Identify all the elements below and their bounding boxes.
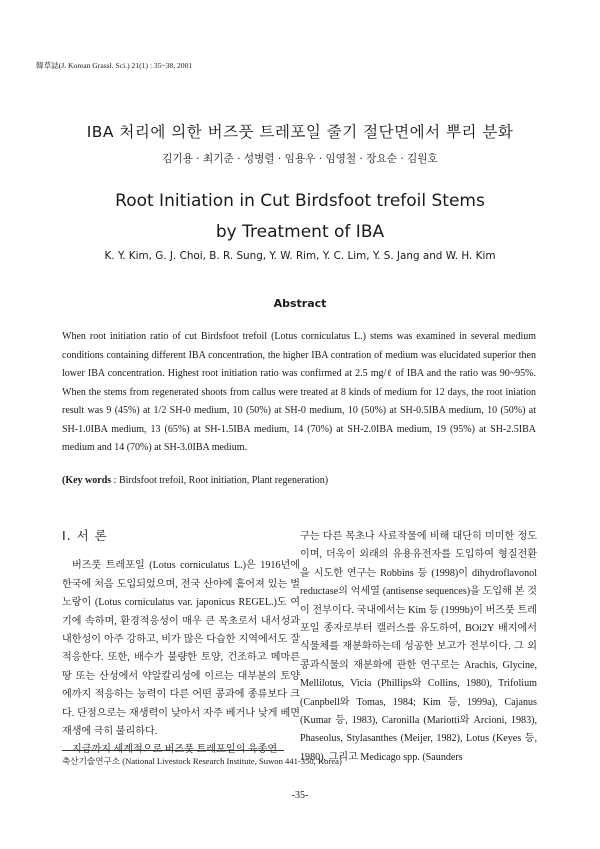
keywords-text: : Birdsfoot trefoil, Root initiation, Plant regeneration): [111, 475, 329, 486]
title-korean: IBA 처리에 의한 버즈풋 트레포일 줄기 절단면에서 뿌리 분화: [86, 123, 514, 141]
intro-paragraph-1: 버즈풋 트레포일 (Lotus corniculatus L.)은 1916년에 한국에 처음 도입되었으며, 전국 산야에 흩어져 있는 벌노랑이 (Lotus corniculatus var. japonicus REGEL.)도 여기에 속하며, 환경적응성이 매우 큰 목초로서 내서성과 내한성이 아주 강하고, 비가 많은 다습한 지역에서도 잘 적응한다. 또한, 배수가 불량한 토양, 건조하고 메마른 땅 또는 산성에서 약알칼리성에 이르는 대부분의 토양에까지 적응하는 능력이 다른 어떤 콩과에 종류보다 크다. 단점으로는 재생력이 낮아서 자주 베거나 낮게 베면 재생에 극히 불리하다.: [62, 560, 300, 738]
keywords: [62, 475, 536, 486]
abstract-heading: Abstract: [273, 297, 327, 310]
footnote-divider: [62, 750, 284, 751]
title-english-line1: Root Initiation in Cut Birdsfoot trefoil Stems: [115, 191, 485, 211]
authors-english: K. Y. Kim, G. J. Choi, B. R. Sung, Y. W. Rim, Y. C. Lim, Y. S. Jang and W. H. Kim: [104, 250, 496, 262]
abstract-body: When root initiation ratio of cut Birdsfoot trefoil (Lotus corniculatus L.) stems was examined in several medium conditions containing different IBA concentration, the higher IBA contration of medium was elucidated superior then lower IBA concentration. Highest root initiation ratio was confirmed at 2.5 mg/ℓ of IBA and the ratio was 90~95%. When the stems from regenerated shoots from callus were treated at 8 kinds of medium for 12 days, the root iniation result was 9 (45%) at 1/2 SH-0 medium, 10 (50%) at SH-0 medium, 10 (50%) at SH-0.5IBA medium, 10 (50%) at SH-1.0IBA medium, 13 (65%) at SH-1.5IBA medium, 14 (70%) at SH-2.0IBA medium, 19 (95%) at SH-2.5IBA medium and 14 (70%) at SH-3.0IBA medium.: [62, 331, 536, 453]
title-english: [0, 186, 600, 248]
right-column-paragraph: 구는 다른 목초나 사료작물에 비해 대단히 미미한 정도이며, 더욱이 외래의 유용유전자를 도입하여 형질전환을 시도한 연구는 Robbins 등 (1998)이 dihydroflavonol reductase의 억세열 (antisense sequences)을 도입해 본 것이 전부이다. 국내에서는 Kim 등 (1999b)이 버즈풋 트레포일 종자로부터 캘러스를 유도하여, BOi2Y 배지에서 식물체를 재분화하는데 성공한 보고가 전부이다. 그 외 콩과식물의 재분화에 관한 연구로는 Arachis, Glycine, Mellilotus, Vicia (Phillips와 Collins, 1980), Trifolium (Canpbell와 Tomas, 1984; Kim 등, 1999a), Cajanus (Kumar 등, 1983), Caronilla (Mariotti와 Arcioni, 1983), Phaseolus, Stylasanthes (Meijer, 1982), Lotus (Keyes 등, 1980), 그리고 Medicago spp. (Saunders: [300, 531, 537, 763]
authors-korean: 김기용 · 최기준 · 성병렬 · 임용우 · 임영철 · 장요순 · 김원호: [162, 153, 438, 165]
journal-citation: 韓草誌(J. Korean Grassl. Sci.) 21(1) : 35~38, 2001: [36, 61, 193, 70]
keywords-label: (Key words: [62, 475, 112, 486]
footnote-affiliation: 축산기술연구소 (National Livestock Research Institute, Suwon 441-350, Korea): [62, 756, 342, 766]
title-english-line2: by Treatment of IBA: [215, 222, 385, 242]
intro-paragraph-2: 지금까지 세계적으로 버즈풋 트레포일의 육종연: [72, 744, 278, 756]
right-column: [300, 528, 537, 767]
page-number: -35-: [291, 790, 309, 801]
left-column: [62, 523, 300, 760]
section-heading-introduction: Ⅰ. 서 론: [62, 528, 108, 543]
